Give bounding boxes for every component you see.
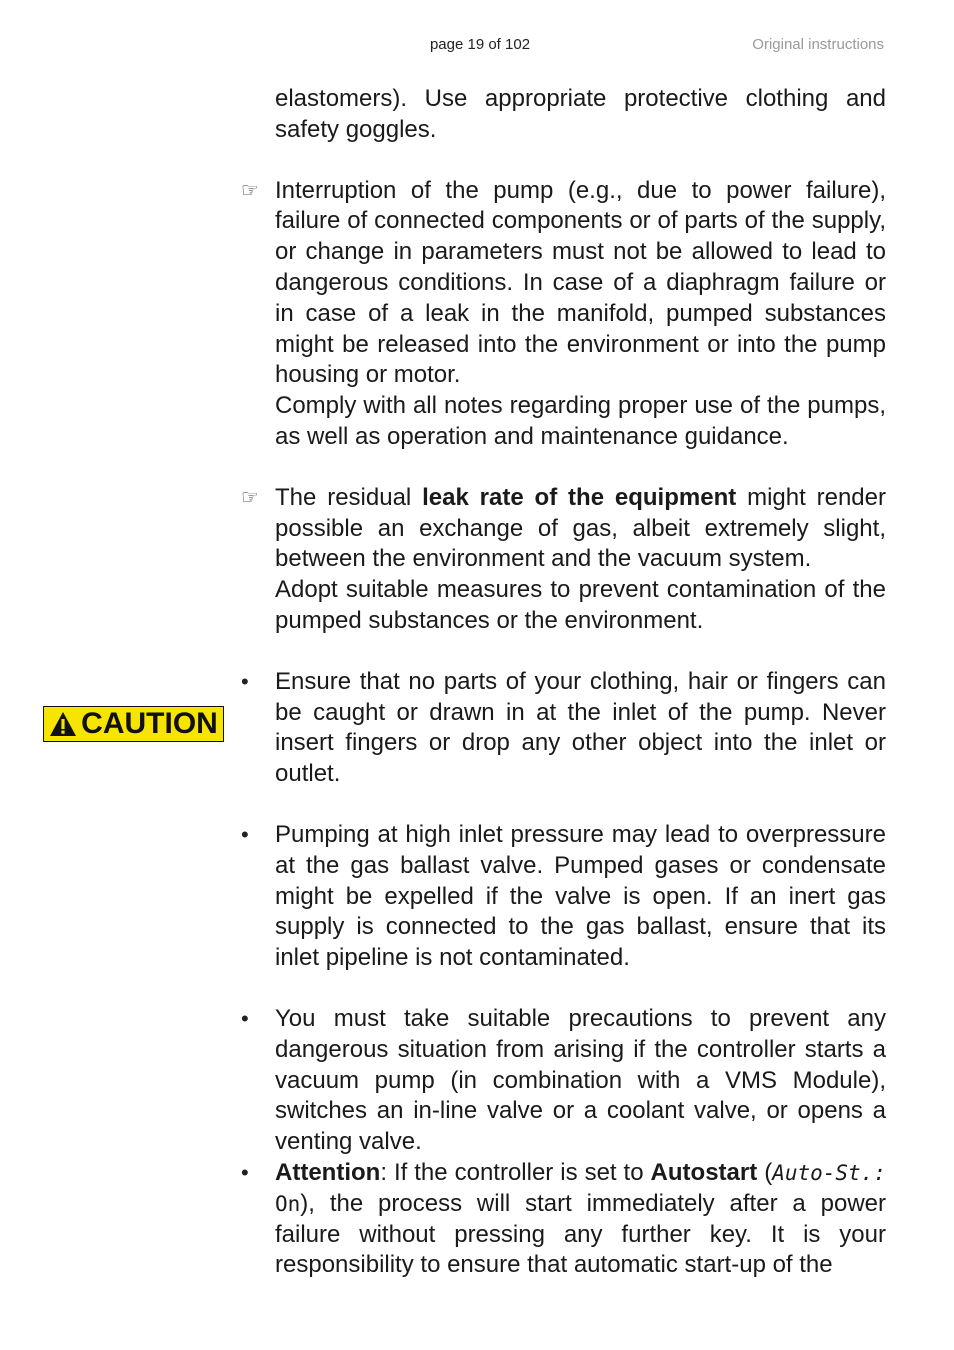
text-run: ), the process will start immediately after a power failure without pressing any further key. It is your responsibility to ensure that automatic start-up of the [275,1189,886,1279]
text-run: : If the controller is set to [380,1158,651,1186]
paragraph-text: Ensure that no parts of your clothing, hair or fingers can be caught or drawn in at the inlet of the pump. Never insert fingers or drop any other object into the inlet or outlet. [275,667,886,788]
paragraph-text: Interruption of the pump (e.g., due to power failure), failure of connected components or of parts of the supply, or change in parameters must not be allowed to lead to dangerous conditions. In case of a diaphragm failure or in case of a leak in the manifold, pumped substances might be released into the environment or into the pump housing or motor. [275,176,886,389]
display-code-text: On [275,1191,301,1216]
pointer-item-interruption [241,176,886,453]
text-run: ( [757,1158,773,1186]
bullet-item-attention [241,1158,886,1281]
paragraph-text [275,483,886,575]
paragraph-text: Pumping at high inlet pressure may lead to overpressure at the gas ballast valve. Pumped gases or condensate might be expelled if the valve is open. If an inert gas supply is connected to the gas ballast, ensure that its inlet pipeline is not contaminated. [275,820,886,972]
pointing-hand-icon: ☞ [241,486,259,509]
text-run: might render possible an exchange of gas, albeit extremely slight, between the environment and the vacuum system. [275,483,886,573]
page-header-doc-type: Original instructions [752,36,884,53]
paragraph-text [275,1158,886,1281]
text-run: The residual [275,483,423,511]
bullet-icon: • [241,1005,249,1031]
display-code-text: Auto-St.: [772,1160,886,1185]
bold-text: Autostart [650,1158,758,1186]
bullet-item-precautions [241,1004,886,1158]
bullet-item-overpressure [241,820,886,974]
paragraph-text: Adopt suitable measures to prevent contamination of the pumped substances or the environment. [275,576,886,634]
paragraph-elastomers [275,84,886,146]
page-header-page-number: page 19 of 102 [429,36,531,53]
bullet-icon: • [241,668,249,694]
bold-text: leak rate of the equipment [422,483,737,511]
bold-text: Attention [275,1158,381,1186]
bullet-icon: • [241,1159,249,1185]
paragraph-text: Comply with all notes regarding proper use of the pumps, as well as operation and maintenance guidance. [275,392,886,450]
pointing-hand-icon: ☞ [241,179,259,202]
caution-label [43,706,224,742]
caution-text: CAUTION [81,707,218,740]
pointer-item-leak-rate [241,483,886,637]
bullet-item-clothing [241,667,886,790]
main-content [241,84,886,1281]
bullet-icon: • [241,821,249,847]
paragraph-text: elastomers). Use appropriate protective clothing and safety goggles. [275,85,886,143]
paragraph-text: You must take suitable precautions to prevent any dangerous situation from arising if the controller starts a vacuum pump (in combination with a VMS Module), switches an in-line valve or a coolant valve, or opens a venting valve. [275,1004,886,1156]
warning-triangle-icon [49,711,77,737]
